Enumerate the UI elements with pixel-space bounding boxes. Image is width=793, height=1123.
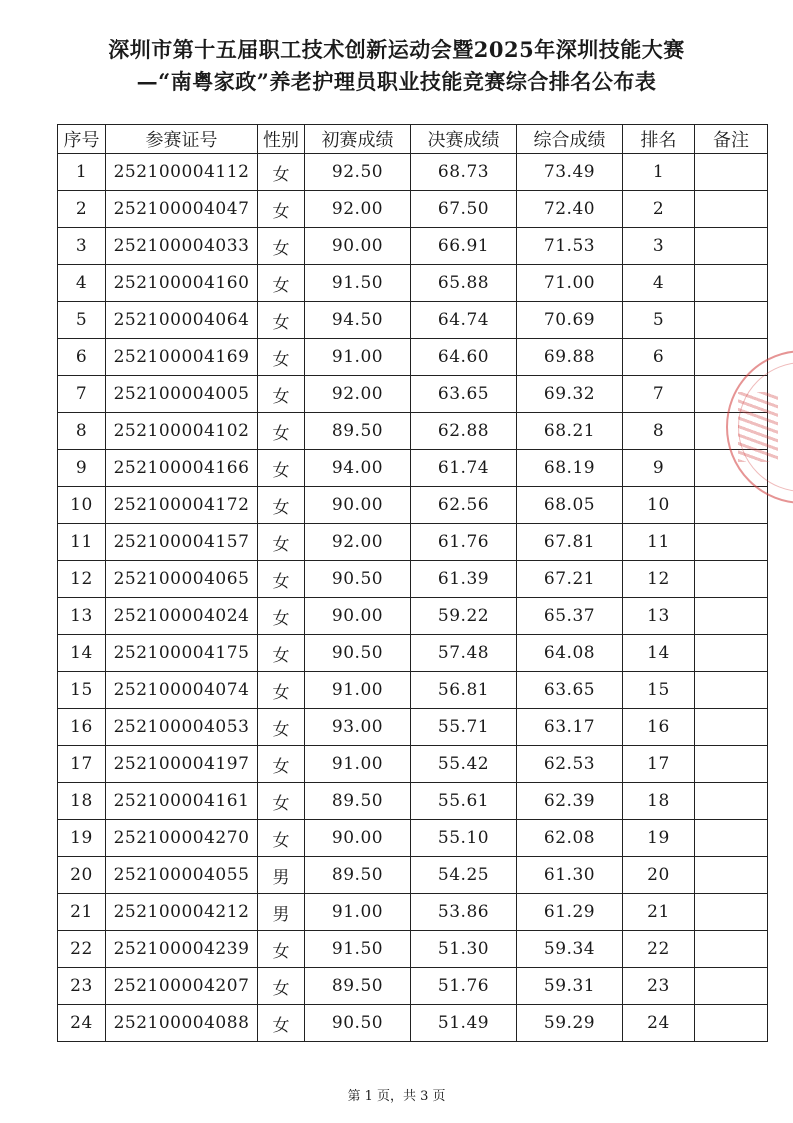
table-row [58, 820, 768, 857]
cell-final-score: 55.61 [411, 783, 517, 820]
cell-no: 18 [58, 783, 106, 820]
cell-entry-id: 252100004055 [106, 857, 258, 894]
cell-no: 11 [58, 524, 106, 561]
table-row [58, 191, 768, 228]
cell-prelim-score: 91.00 [305, 339, 411, 376]
cell-no: 14 [58, 635, 106, 672]
cell-rank: 15 [623, 672, 695, 709]
cell-total-score: 72.40 [517, 191, 623, 228]
cell-entry-id: 252100004207 [106, 968, 258, 1005]
cell-no: 21 [58, 894, 106, 931]
cell-total-score: 71.00 [517, 265, 623, 302]
cell-gender: 女 [258, 524, 305, 561]
cell-prelim-score: 91.50 [305, 265, 411, 302]
cell-gender: 女 [258, 1005, 305, 1042]
cell-entry-id: 252100004197 [106, 746, 258, 783]
cell-entry-id: 252100004064 [106, 302, 258, 339]
cell-rank: 21 [623, 894, 695, 931]
cell-entry-id: 252100004112 [106, 154, 258, 191]
cell-rank: 14 [623, 635, 695, 672]
cell-rank: 3 [623, 228, 695, 265]
cell-final-score: 61.74 [411, 450, 517, 487]
cell-note [695, 154, 768, 191]
cell-final-score: 66.91 [411, 228, 517, 265]
cell-gender: 女 [258, 376, 305, 413]
cell-entry-id: 252100004172 [106, 487, 258, 524]
cell-no: 6 [58, 339, 106, 376]
cell-total-score: 63.17 [517, 709, 623, 746]
cell-prelim-score: 91.00 [305, 894, 411, 931]
cell-rank: 9 [623, 450, 695, 487]
cell-gender: 女 [258, 635, 305, 672]
cell-rank: 2 [623, 191, 695, 228]
cell-prelim-score: 89.50 [305, 783, 411, 820]
cell-prelim-score: 89.50 [305, 968, 411, 1005]
cell-no: 12 [58, 561, 106, 598]
cell-final-score: 55.10 [411, 820, 517, 857]
cell-note [695, 635, 768, 672]
document-title-line1: 深圳市第十五届职工技术创新运动会暨2025年深圳技能大赛 [108, 37, 685, 62]
cell-gender: 女 [258, 265, 305, 302]
cell-note [695, 524, 768, 561]
cell-total-score: 62.39 [517, 783, 623, 820]
cell-entry-id: 252100004175 [106, 635, 258, 672]
cell-rank: 23 [623, 968, 695, 1005]
header-total: 综合成绩 [517, 125, 623, 154]
cell-entry-id: 252100004033 [106, 228, 258, 265]
cell-total-score: 70.69 [517, 302, 623, 339]
table-row [58, 487, 768, 524]
table-row [58, 931, 768, 968]
cell-prelim-score: 89.50 [305, 857, 411, 894]
cell-note [695, 931, 768, 968]
table-row [58, 413, 768, 450]
cell-final-score: 63.65 [411, 376, 517, 413]
cell-note [695, 857, 768, 894]
cell-note [695, 1005, 768, 1042]
cell-note [695, 894, 768, 931]
table-row [58, 376, 768, 413]
cell-final-score: 51.49 [411, 1005, 517, 1042]
cell-gender: 女 [258, 154, 305, 191]
ranking-table [57, 124, 768, 1042]
cell-rank: 16 [623, 709, 695, 746]
cell-entry-id: 252100004157 [106, 524, 258, 561]
cell-note [695, 561, 768, 598]
cell-final-score: 64.74 [411, 302, 517, 339]
table-row [58, 857, 768, 894]
header-no: 序号 [58, 125, 106, 154]
cell-gender: 女 [258, 228, 305, 265]
cell-prelim-score: 92.00 [305, 191, 411, 228]
cell-note [695, 302, 768, 339]
cell-no: 10 [58, 487, 106, 524]
table-row [58, 1005, 768, 1042]
table-row [58, 709, 768, 746]
header-gender: 性别 [258, 125, 305, 154]
header-rank: 排名 [623, 125, 695, 154]
cell-prelim-score: 90.00 [305, 487, 411, 524]
cell-total-score: 73.49 [517, 154, 623, 191]
cell-gender: 女 [258, 931, 305, 968]
cell-gender: 女 [258, 487, 305, 524]
table-row [58, 339, 768, 376]
cell-total-score: 59.34 [517, 931, 623, 968]
cell-no: 1 [58, 154, 106, 191]
cell-no: 8 [58, 413, 106, 450]
cell-rank: 12 [623, 561, 695, 598]
cell-no: 3 [58, 228, 106, 265]
cell-rank: 10 [623, 487, 695, 524]
cell-prelim-score: 92.00 [305, 524, 411, 561]
cell-entry-id: 252100004160 [106, 265, 258, 302]
cell-note [695, 598, 768, 635]
cell-total-score: 68.05 [517, 487, 623, 524]
cell-rank: 18 [623, 783, 695, 820]
cell-total-score: 67.21 [517, 561, 623, 598]
cell-total-score: 69.32 [517, 376, 623, 413]
cell-no: 20 [58, 857, 106, 894]
cell-final-score: 65.88 [411, 265, 517, 302]
cell-total-score: 62.08 [517, 820, 623, 857]
cell-final-score: 61.39 [411, 561, 517, 598]
cell-final-score: 62.56 [411, 487, 517, 524]
cell-prelim-score: 90.50 [305, 1005, 411, 1042]
cell-gender: 女 [258, 191, 305, 228]
cell-final-score: 55.71 [411, 709, 517, 746]
header-prelim: 初赛成绩 [305, 125, 411, 154]
table-row [58, 154, 768, 191]
cell-no: 17 [58, 746, 106, 783]
table-row [58, 265, 768, 302]
cell-note [695, 709, 768, 746]
cell-no: 13 [58, 598, 106, 635]
cell-entry-id: 252100004053 [106, 709, 258, 746]
table-body [58, 154, 768, 1042]
cell-rank: 24 [623, 1005, 695, 1042]
cell-final-score: 62.88 [411, 413, 517, 450]
cell-note [695, 191, 768, 228]
cell-entry-id: 252100004074 [106, 672, 258, 709]
cell-total-score: 69.88 [517, 339, 623, 376]
cell-total-score: 64.08 [517, 635, 623, 672]
cell-no: 23 [58, 968, 106, 1005]
cell-gender: 女 [258, 450, 305, 487]
cell-total-score: 67.81 [517, 524, 623, 561]
header-note: 备注 [695, 125, 768, 154]
cell-no: 4 [58, 265, 106, 302]
cell-rank: 13 [623, 598, 695, 635]
cell-final-score: 61.76 [411, 524, 517, 561]
table-row [58, 894, 768, 931]
cell-gender: 男 [258, 857, 305, 894]
table-row [58, 968, 768, 1005]
cell-total-score: 68.21 [517, 413, 623, 450]
cell-final-score: 67.50 [411, 191, 517, 228]
cell-prelim-score: 90.50 [305, 635, 411, 672]
cell-no: 5 [58, 302, 106, 339]
page-footer: 第 1 页，共 3 页 [347, 1089, 446, 1104]
table-row [58, 302, 768, 339]
cell-final-score: 59.22 [411, 598, 517, 635]
cell-total-score: 63.65 [517, 672, 623, 709]
cell-entry-id: 252100004270 [106, 820, 258, 857]
cell-entry-id: 252100004088 [106, 1005, 258, 1042]
cell-rank: 5 [623, 302, 695, 339]
cell-entry-id: 252100004047 [106, 191, 258, 228]
cell-gender: 女 [258, 302, 305, 339]
cell-final-score: 51.76 [411, 968, 517, 1005]
document-title-line2: —“南粤家政”养老护理员职业技能竞赛综合排名公布表 [136, 69, 657, 94]
cell-note [695, 783, 768, 820]
cell-rank: 22 [623, 931, 695, 968]
table-header-row [58, 125, 768, 154]
cell-prelim-score: 90.00 [305, 228, 411, 265]
cell-no: 22 [58, 931, 106, 968]
cell-no: 19 [58, 820, 106, 857]
cell-entry-id: 252100004102 [106, 413, 258, 450]
cell-total-score: 59.29 [517, 1005, 623, 1042]
table-row [58, 450, 768, 487]
cell-note [695, 968, 768, 1005]
cell-entry-id: 252100004065 [106, 561, 258, 598]
table-row [58, 672, 768, 709]
cell-rank: 19 [623, 820, 695, 857]
cell-final-score: 54.25 [411, 857, 517, 894]
cell-final-score: 57.48 [411, 635, 517, 672]
table-row [58, 524, 768, 561]
cell-note [695, 746, 768, 783]
cell-note [695, 487, 768, 524]
cell-final-score: 64.60 [411, 339, 517, 376]
table-row [58, 561, 768, 598]
cell-gender: 女 [258, 672, 305, 709]
cell-gender: 女 [258, 598, 305, 635]
cell-gender: 女 [258, 339, 305, 376]
cell-note [695, 228, 768, 265]
header-final: 决赛成绩 [411, 125, 517, 154]
table-row [58, 598, 768, 635]
cell-total-score: 62.53 [517, 746, 623, 783]
cell-gender: 女 [258, 746, 305, 783]
cell-rank: 7 [623, 376, 695, 413]
cell-prelim-score: 90.00 [305, 820, 411, 857]
cell-no: 9 [58, 450, 106, 487]
cell-prelim-score: 90.00 [305, 598, 411, 635]
cell-prelim-score: 94.50 [305, 302, 411, 339]
cell-final-score: 51.30 [411, 931, 517, 968]
cell-entry-id: 252100004169 [106, 339, 258, 376]
cell-gender: 男 [258, 894, 305, 931]
cell-note [695, 820, 768, 857]
cell-total-score: 65.37 [517, 598, 623, 635]
cell-prelim-score: 93.00 [305, 709, 411, 746]
cell-entry-id: 252100004005 [106, 376, 258, 413]
cell-rank: 20 [623, 857, 695, 894]
cell-gender: 女 [258, 561, 305, 598]
table-row [58, 746, 768, 783]
cell-total-score: 59.31 [517, 968, 623, 1005]
cell-no: 2 [58, 191, 106, 228]
cell-prelim-score: 90.50 [305, 561, 411, 598]
cell-final-score: 53.86 [411, 894, 517, 931]
cell-note [695, 672, 768, 709]
cell-rank: 6 [623, 339, 695, 376]
cell-no: 15 [58, 672, 106, 709]
cell-prelim-score: 92.00 [305, 376, 411, 413]
cell-rank: 4 [623, 265, 695, 302]
table-row [58, 783, 768, 820]
cell-entry-id: 252100004161 [106, 783, 258, 820]
cell-no: 7 [58, 376, 106, 413]
cell-total-score: 68.19 [517, 450, 623, 487]
cell-final-score: 56.81 [411, 672, 517, 709]
cell-rank: 17 [623, 746, 695, 783]
cell-gender: 女 [258, 968, 305, 1005]
table-row [58, 635, 768, 672]
cell-gender: 女 [258, 709, 305, 746]
cell-entry-id: 252100004212 [106, 894, 258, 931]
table-row [58, 228, 768, 265]
cell-rank: 8 [623, 413, 695, 450]
seal-mark [738, 392, 778, 462]
cell-no: 16 [58, 709, 106, 746]
cell-gender: 女 [258, 820, 305, 857]
cell-prelim-score: 94.00 [305, 450, 411, 487]
cell-prelim-score: 91.50 [305, 931, 411, 968]
cell-note [695, 265, 768, 302]
cell-entry-id: 252100004166 [106, 450, 258, 487]
cell-prelim-score: 89.50 [305, 413, 411, 450]
cell-total-score: 71.53 [517, 228, 623, 265]
cell-final-score: 68.73 [411, 154, 517, 191]
cell-rank: 11 [623, 524, 695, 561]
cell-prelim-score: 92.50 [305, 154, 411, 191]
cell-gender: 女 [258, 783, 305, 820]
cell-total-score: 61.30 [517, 857, 623, 894]
cell-gender: 女 [258, 413, 305, 450]
cell-final-score: 55.42 [411, 746, 517, 783]
header-id: 参赛证号 [106, 125, 258, 154]
cell-no: 24 [58, 1005, 106, 1042]
cell-entry-id: 252100004024 [106, 598, 258, 635]
cell-rank: 1 [623, 154, 695, 191]
cell-entry-id: 252100004239 [106, 931, 258, 968]
cell-prelim-score: 91.00 [305, 746, 411, 783]
cell-prelim-score: 91.00 [305, 672, 411, 709]
cell-total-score: 61.29 [517, 894, 623, 931]
